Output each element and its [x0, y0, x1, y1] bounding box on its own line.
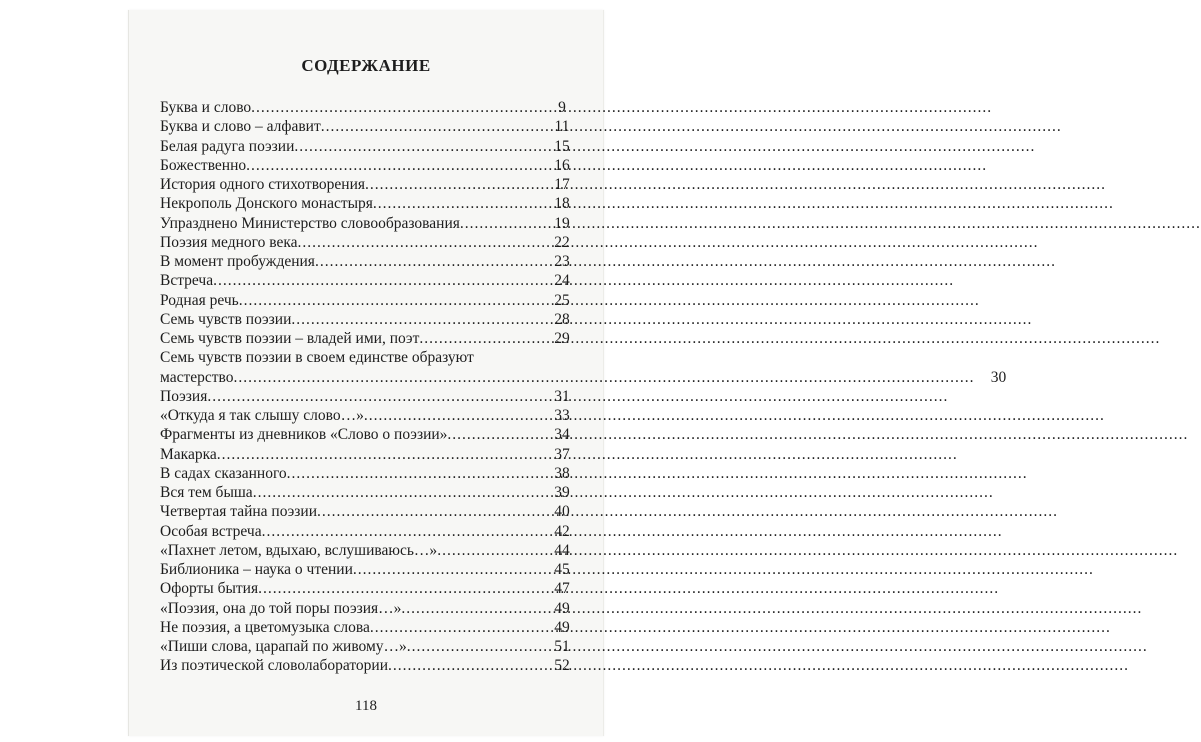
leader-dots: [364, 406, 1105, 425]
toc-entry-page: 51: [554, 638, 570, 655]
toc-entry: [160, 310, 580, 329]
toc-entry: [160, 560, 580, 579]
toc-entry-page: 42: [554, 522, 570, 540]
toc-entry-page: 37: [554, 445, 570, 463]
leader-dots: [388, 656, 1129, 675]
toc-entry-page: 45: [554, 561, 570, 578]
toc-entry-title: «Пахнет летом, вдыхаю, вслушиваюсь…»: [160, 541, 438, 559]
leader-dots: [353, 560, 1094, 579]
toc-entry: [160, 117, 580, 136]
page-title: СОДЕРЖАНИЕ: [301, 56, 431, 75]
leader-dots: [298, 233, 1039, 252]
toc-entry: [160, 502, 580, 521]
toc-entry: [160, 464, 580, 483]
toc-entry-page: 11: [554, 118, 570, 136]
leader-dots: [251, 98, 992, 117]
leader-dots: [317, 502, 1058, 521]
toc-entry: [160, 522, 580, 541]
leader-dots: [401, 599, 1142, 618]
toc-entry-title: В момент пробуждения: [160, 253, 315, 270]
toc-entry-page: 39: [554, 484, 570, 501]
leader-dots: [315, 252, 1056, 271]
leader-dots: [321, 117, 1062, 136]
toc-entry: [160, 406, 580, 425]
toc-entry-page: 34: [554, 426, 570, 444]
leader-dots: [370, 618, 1111, 637]
toc-entry-title: «Пиши слова, царапай по живому…»: [160, 638, 407, 655]
toc-entry-page: 33: [554, 407, 570, 424]
toc-entry: [160, 541, 580, 560]
toc-entry-title: Фрагменты из дневников «Слово о поэзии»: [160, 426, 448, 444]
toc-entry-title: Библионика – наука о чтении: [160, 561, 353, 578]
toc-entry-page: 28: [554, 310, 570, 328]
leader-dots: [258, 579, 999, 598]
toc-entry: [160, 599, 580, 618]
toc-entry-title: В садах сказанного: [160, 464, 287, 482]
toc-entry-page: 47: [554, 580, 570, 598]
leader-dots: [262, 522, 1003, 541]
toc-entry: [160, 137, 580, 156]
toc-entry: [160, 175, 580, 194]
leader-dots: [419, 329, 1160, 348]
toc-entry: [160, 483, 580, 502]
table-of-contents: [160, 98, 1007, 676]
toc-entry-title: Семь чувств поэзии – владей ими, поэт: [160, 330, 420, 347]
toc-entry-title: Родная речь: [160, 291, 239, 309]
toc-entry: [160, 194, 580, 213]
toc-entry-page: 9: [558, 99, 566, 116]
toc-entry-title: Офорты бытия: [160, 580, 259, 598]
leader-dots: [233, 368, 974, 387]
toc-entry-page: 24: [554, 272, 570, 290]
toc-entry-page: 40: [554, 503, 570, 521]
toc-entry: [160, 656, 580, 675]
toc-entry-page: 52: [554, 657, 570, 675]
page-number: 118: [355, 698, 377, 714]
toc-entry-title: Поэзия: [160, 387, 208, 405]
toc-entry-title: Особая встреча: [160, 522, 262, 540]
toc-entry-page: 17: [554, 176, 570, 193]
toc-entry-title: Семь чувств поэзии: [160, 310, 292, 328]
toc-entry-title: Поэзия медного века: [160, 233, 298, 251]
toc-entry-page: 29: [554, 330, 570, 347]
toc-entry-title: Вся тем быша: [160, 484, 253, 501]
toc-entry-title: «Поэзия, она до той поры поэзия…»: [160, 599, 402, 617]
toc-entry: [160, 579, 580, 598]
leader-dots: [365, 175, 1106, 194]
toc-entry-title: Буква и слово – алфавит: [160, 118, 321, 136]
toc-entry: [160, 271, 580, 290]
toc-entry-title-continued: мастерство: [160, 368, 234, 386]
toc-entry-title: «Откуда я так слышу слово…»: [160, 407, 364, 424]
leader-dots: [213, 271, 954, 290]
toc-entry: [160, 445, 580, 464]
toc-entry-title: Макарка: [160, 445, 217, 463]
toc-entry-page: 25: [554, 291, 570, 309]
toc-entry: [160, 348, 1007, 387]
leader-dots: [246, 156, 987, 175]
toc-entry-page: 18: [554, 195, 570, 213]
toc-entry: [160, 637, 580, 656]
toc-entry-title: Не поэзия, а цветомузыка слова: [160, 618, 370, 636]
toc-entry-page: 22: [554, 233, 570, 251]
toc-entry: [160, 156, 580, 175]
leader-dots: [294, 137, 1035, 156]
toc-entry-page: 15: [554, 137, 570, 155]
toc-entry-page: 49: [554, 618, 570, 636]
toc-entry-title: Встреча: [160, 272, 214, 290]
toc-entry-title: Из поэтической словолаборатории: [160, 657, 389, 675]
toc-entry-page: 16: [554, 156, 570, 174]
toc-entry-page: 19: [554, 214, 570, 232]
toc-entry: [160, 291, 580, 310]
toc-entry-page: 44: [554, 541, 570, 559]
toc-entry-page: 38: [554, 464, 570, 482]
toc-entry-title: Буква и слово: [160, 99, 252, 116]
toc-entry: [160, 98, 580, 117]
leader-dots: [291, 310, 1032, 329]
toc-entry: [160, 252, 580, 271]
leader-dots: [373, 194, 1114, 213]
toc-entry-title: Упразднено Министерство словообразования: [160, 214, 460, 232]
toc-entry-page: 23: [554, 253, 570, 270]
leader-dots: [253, 483, 994, 502]
toc-entry-title: Божественно: [160, 156, 247, 174]
toc-entry-page: 49: [554, 599, 570, 617]
leader-dots: [239, 291, 980, 310]
leader-dots: [287, 464, 1028, 483]
toc-entry: [160, 233, 580, 252]
toc-entry-title: Четвертая тайна поэзии: [160, 503, 318, 521]
toc-entry-title: История одного стихотворения: [160, 176, 366, 193]
toc-entry: [160, 214, 580, 233]
toc-entry: [160, 329, 580, 348]
book-page: [128, 10, 1007, 736]
toc-entry-page: 30: [990, 368, 1007, 386]
toc-entry-title: Белая радуга поэзии: [160, 137, 295, 155]
toc-entry: [160, 387, 580, 406]
toc-entry: [160, 618, 580, 637]
toc-entry-title: Некрополь Донского монастыря: [160, 195, 373, 213]
leader-dots: [217, 445, 958, 464]
toc-entry-title: Семь чувств поэзии в своем единстве образуют: [160, 349, 474, 367]
leader-dots: [407, 637, 1148, 656]
toc-entry: [160, 425, 580, 444]
toc-entry-page: 31: [554, 387, 570, 405]
